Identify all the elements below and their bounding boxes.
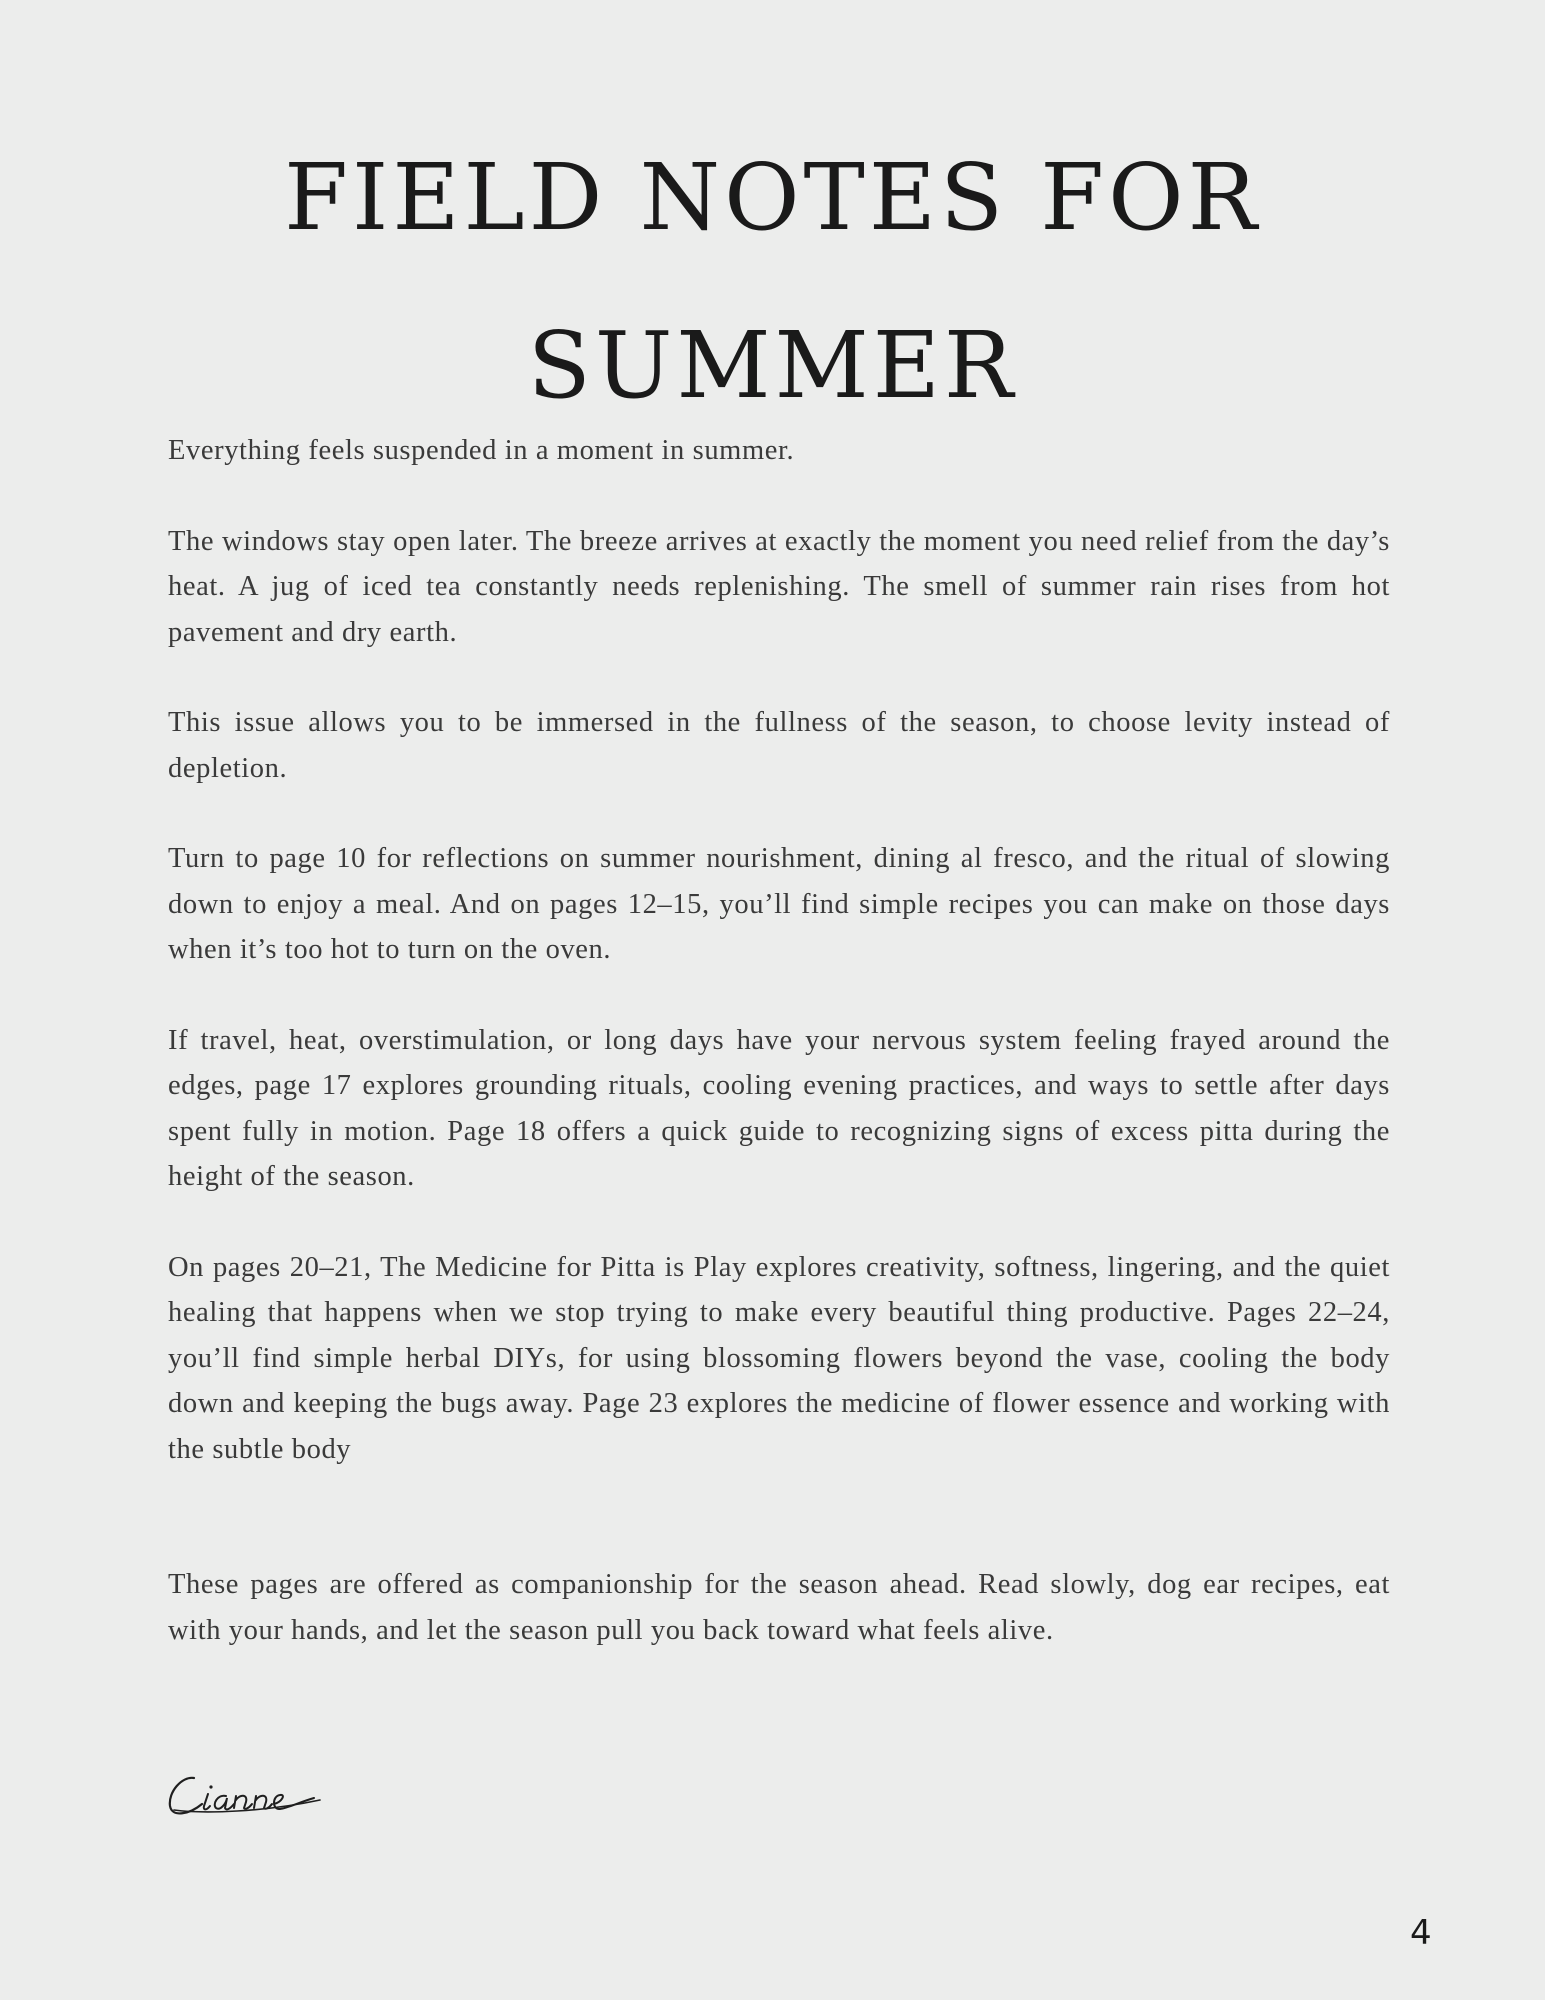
paragraph-nourishment: Turn to page 10 for reflections on summer nourishment, dining al fresco, and the ritual of slowing down to enjoy a meal. And on pages 12–15, you’ll find simple recipes you can make on those days when it’s too hot to turn on the oven. — [168, 843, 1390, 965]
page-title-line-2: SUMMER — [527, 312, 1018, 419]
paragraph-intro: Everything feels suspended in a moment in summer. — [168, 435, 795, 466]
handwritten-signature — [164, 1758, 334, 1828]
paragraph-grounding: If travel, heat, overstimulation, or long days have your nervous system feeling frayed around the edges, page 17 explores grounding rituals, cooling evening practices, and ways to settle after days spent fully in motion. Page 18 offers a quick guide to recognizing signs of excess pitta during the height of the season. — [168, 1024, 1390, 1192]
paragraph-windows: The windows stay open later. The breeze arrives at exactly the moment you need relief from the day’s heat. A jug of iced tea constantly needs replenishing. The smell of summer rain rises from hot pavement and dry earth. — [168, 525, 1390, 648]
paragraph-issue: This issue allows you to be immersed in the fullness of the season, to choose levity instead of depletion. — [168, 707, 1390, 784]
paragraph-play: On pages 20–21, The Medicine for Pitta is Play explores creativity, softness, lingering, and the quiet healing that happens when we stop trying to make every beautiful thing productive. Pages 22–24, you’ll find simple herbal DIYs, for using blossoming flowers beyond the vase, cooling the body down and keeping the bugs away. Page 23 explores the medicine of flower essence and working with the subtle body — [168, 1251, 1390, 1465]
paragraph-closing: These pages are offered as companionship for the season ahead. Read slowly, dog ear recipes, eat with your hands, and let the season pull you back toward what feels alive. — [168, 1569, 1390, 1646]
page-number: 4 — [1410, 1913, 1432, 1953]
page-title-line-1: FIELD NOTES FOR — [284, 144, 1261, 251]
editor-letter-body — [168, 428, 1390, 1698]
